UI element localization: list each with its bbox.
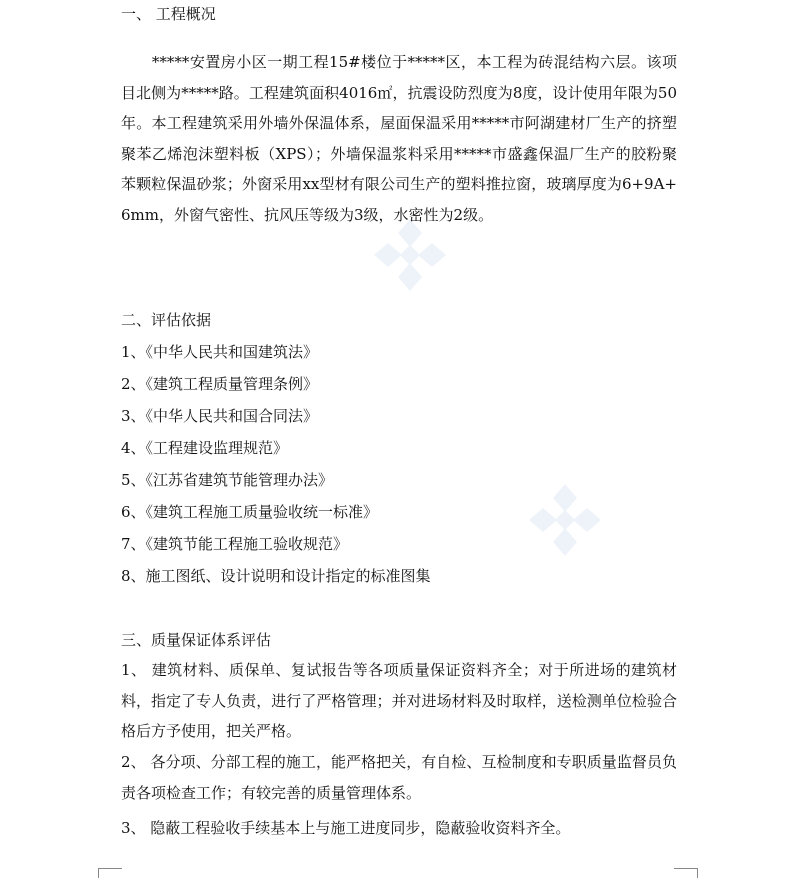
basis-item: 4、《工程建设监理规范》: [121, 439, 289, 457]
section-heading-basis: 二、评估依据: [121, 311, 212, 329]
basis-item: 6、《建筑工程施工质量验收统一标准》: [121, 503, 379, 521]
section-heading-quality: 三、质量保证体系评估: [121, 631, 272, 649]
basis-item: 2、《建筑工程质量管理条例》: [121, 375, 319, 393]
quality-item: 1、 建筑材料、质保单、复试报告等各项质量保证资料齐全；对于所进场的建筑材料，指定了专人负责，进行了严格管理；并对进场材料及时取样，送检测单位检验合格后方予使用，把关严格。: [121, 661, 677, 740]
overview-paragraph: *****安置房小区一期工程15#楼位于*****区，本工程为砖混结构六层。该项目北侧为*****路。工程建筑面积4016㎡，抗震设防烈度为8度，设计使用年限为50年。本工程建筑采用外墙外保温体系，屋面保温采用*****市阿湖建材厂生产的挤塑聚苯乙烯泡沫塑料板（XPS）；外墙保温浆料采用*****市盛鑫保温厂生产的胶粉聚苯颗粒保温砂浆；外窗采用xx型材有限公司生产的塑料推拉窗，玻璃厚度为6+9A+6mm，外窗气密性、抗风压等级为3级，水密性为2级。: [121, 53, 677, 224]
basis-item: 8、施工图纸、设计说明和设计指定的标准图集: [121, 567, 431, 585]
quality-item: 2、 各分项、分部工程的施工，能严格把关，有自检、互检制度和专职质量监督员负责各项检查工作；有较完善的质量管理体系。: [121, 753, 677, 802]
basis-item: 5、《江苏省建筑节能管理办法》: [121, 471, 334, 489]
quality-item: 3、 隐蔽工程验收手续基本上与施工进度同步，隐蔽验收资料齐全。: [121, 819, 571, 837]
basis-item: 3、《中华人民共和国合同法》: [121, 407, 319, 425]
page-corner-mark: [98, 868, 99, 878]
basis-item: 7、《建筑节能工程施工验收规范》: [121, 535, 349, 553]
page-corner-mark: [697, 868, 698, 878]
basis-item: 1、《中华人民共和国建筑法》: [121, 343, 319, 361]
section-heading-overview: 一、 工程概况: [121, 5, 216, 23]
